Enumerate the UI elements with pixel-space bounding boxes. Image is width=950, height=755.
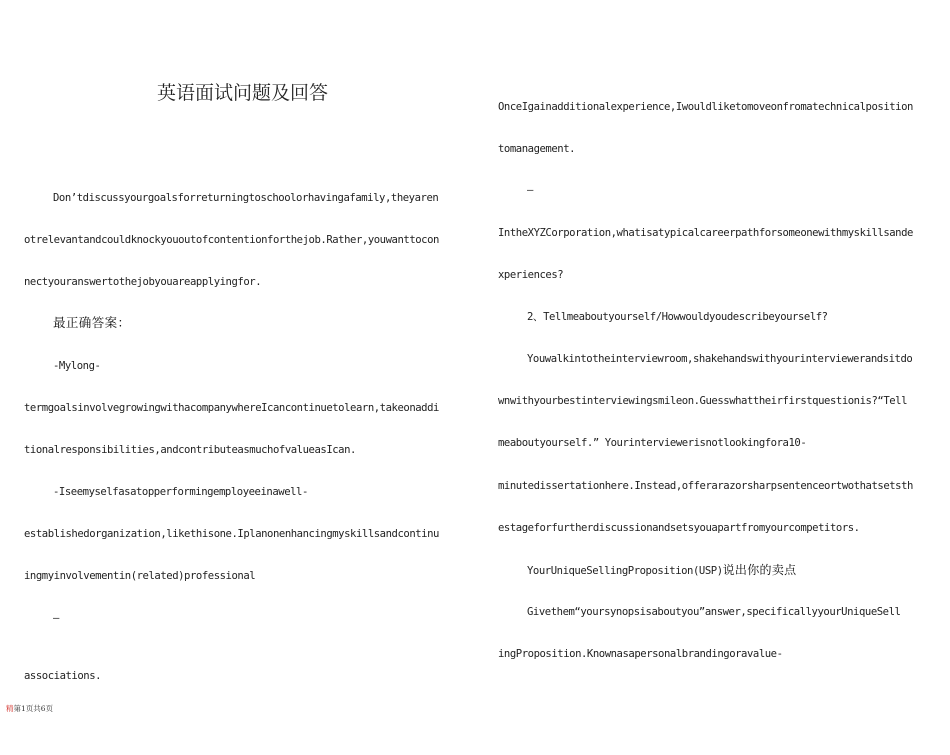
page-title: 英语面试问题及回答 [157, 82, 329, 104]
paragraph-line: ingProposition.Knownasapersonalbrandingoravalue- [498, 648, 783, 660]
paragraph-line: -Mylong- [53, 360, 101, 372]
paragraph-line: estageforfurtherdiscussionandsetsyouapartfromyourcompetitors. [498, 522, 860, 534]
paragraph-line: OnceIgainadditionalexperience,Iwouldliketomoveonfromatechnicalposition [498, 101, 913, 113]
paragraph-line: Youwalkintotheinterviewroom,shakehandswithyourinterviewerandsitdo [527, 353, 913, 365]
paragraph-line: xperiences? [498, 269, 564, 281]
paragraph-line: otrelevantandcouldknockyououtofcontentionforthejob.Rather,youwanttocon [24, 234, 439, 246]
answer-heading: 最正确答案： [53, 315, 131, 330]
paragraph-line: tionalresponsibilities,andcontributeasmuchofvalueasIcan. [24, 444, 356, 456]
page-number: 第1页共6页 [13, 704, 54, 713]
dash-line: – [527, 184, 533, 196]
page-footer [6, 703, 53, 714]
paragraph-line: establishedorganization,likethisone.Iplanonenhancingmyskillsandcontinu [24, 528, 439, 540]
question-heading: 2、Tellmeaboutyourself/Howwouldyoudescribeyourself? [527, 311, 828, 323]
paragraph-line: Givethem“yoursynopsisaboutyou”answer,specificallyyourUniqueSell [527, 606, 901, 618]
paragraph-line: ingmyinvolvementin(related)professional [24, 570, 256, 582]
usp-label: YourUniqueSellingProposition(USP) [527, 565, 723, 577]
paragraph-line: tomanagement. [498, 143, 576, 155]
paragraph-line: meaboutyourself.” Yourinterviewerisnotlookingfora10- [498, 437, 807, 449]
paragraph-line: termgoalsinvolvegrowingwithacompanywhereIcancontinuetolearn,takeonaddi [24, 402, 439, 414]
paragraph-line: associations. [24, 670, 102, 682]
paragraph-line: wnwithyourbestinterviewingsmileon.Guesswhattheirfirstquestionis?“Tell [498, 395, 908, 407]
dash-line: – [53, 612, 59, 624]
paragraph-line: nectyouranswertothejobyouareapplyingfor. [24, 276, 262, 288]
usp-label-cn: 说出你的卖点 [722, 563, 797, 577]
paragraph-line: -Iseemyselfasatopperformingemployeeinawell- [53, 486, 308, 498]
footer-mark: 精 [6, 704, 14, 713]
usp-heading [527, 563, 796, 578]
paragraph-line: minutedissertationhere.Instead,offerarazorsharpsentenceortwothatsetsth [498, 480, 913, 492]
paragraph-line: IntheXYZCorporation,whatisatypicalcareerpathforsomeonewithmyskillsande [498, 227, 913, 239]
paragraph-line: Don’tdiscussyourgoalsforreturningtoschoolorhavingafamily,theyaren [53, 192, 439, 204]
